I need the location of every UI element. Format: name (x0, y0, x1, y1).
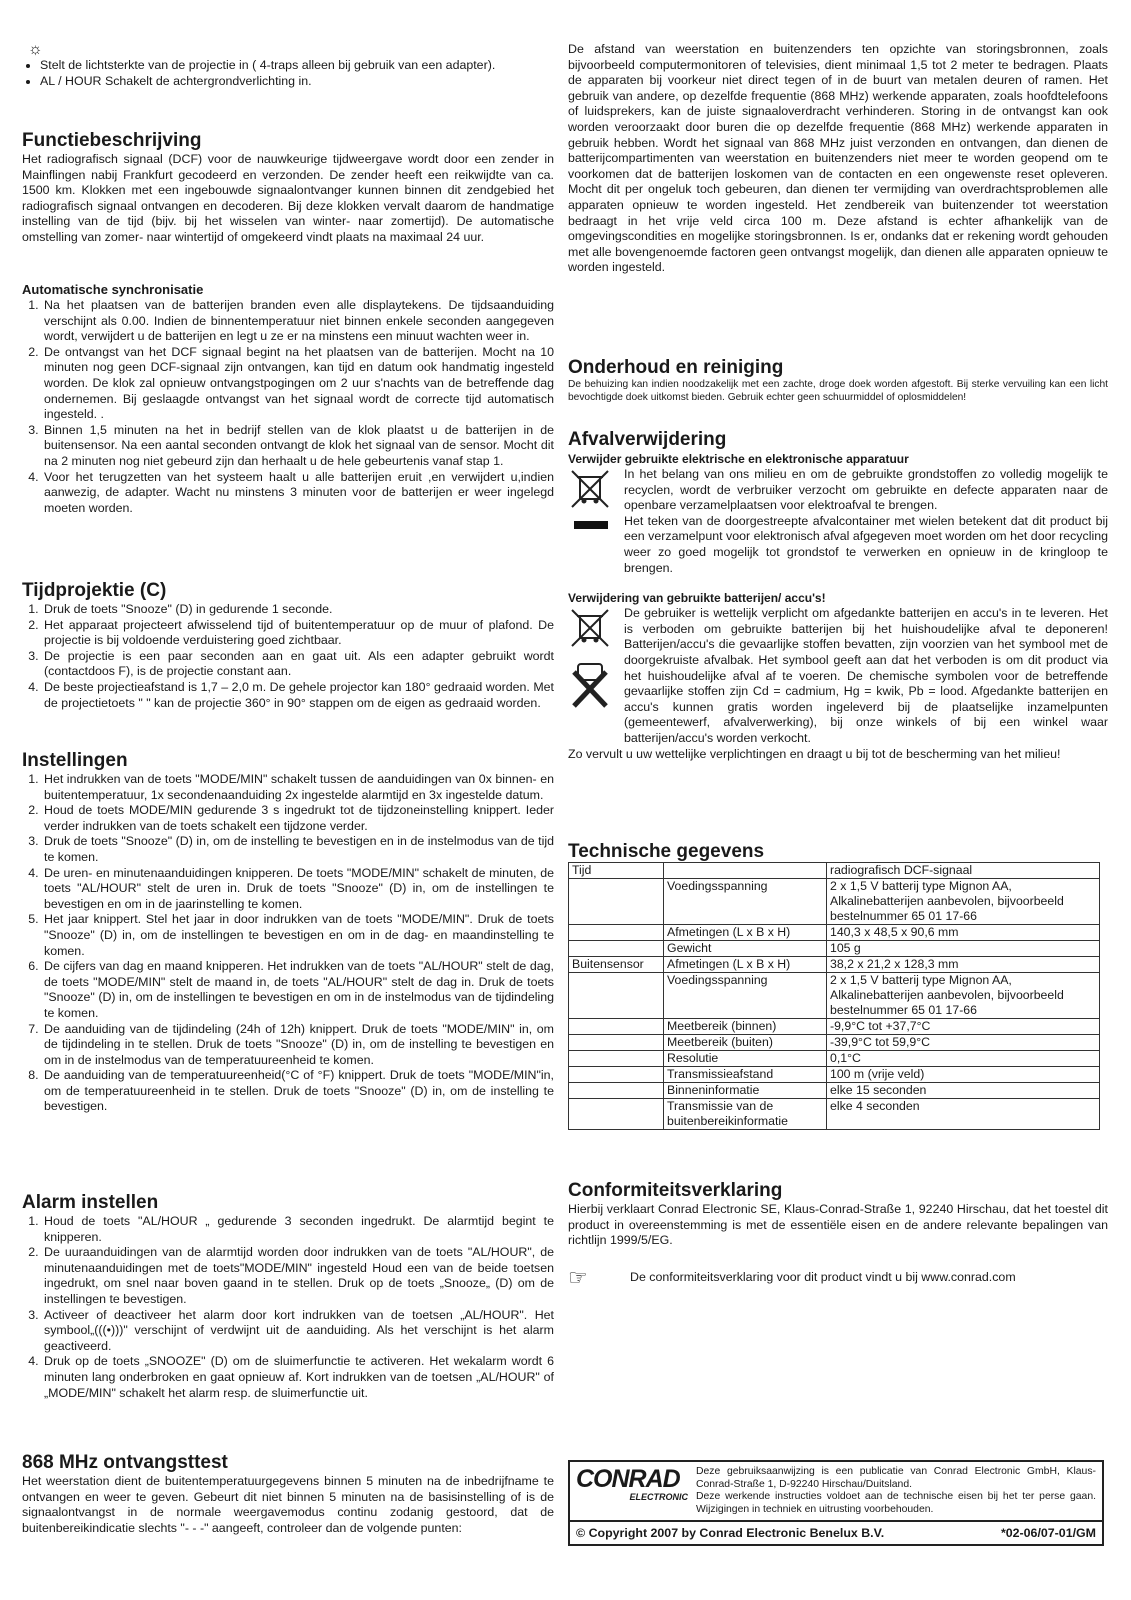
table-row (569, 1099, 1100, 1130)
table-cell: Transmissieafstand (664, 1067, 827, 1083)
table-row (569, 925, 1100, 941)
table-cell: 105 g (827, 941, 1100, 957)
list-item: 3. Druk de toets "Snooze" (D) in, om de instelling te bevestigen en in de instelmodus van de tijd te komen. (42, 834, 554, 865)
table-row (569, 973, 1100, 1019)
list-item: 2. De ontvangst van het DCF signaal begint na het plaatsen van de batterijen. Mocht na 10 minuten nog geen DCF-signaal zijn ontvangen, kan tijd en datum ook handmatig ingesteld worden. De klok zal opnieuw ontvangstpogingen om 2 uur s'nachts van de betreffende dag ondernemen. Bij geslaagde ontvangst van het signaal wordt de correcte tijd automatisch ingesteld. . (42, 345, 554, 423)
table-cell: 140,3 x 48,5 x 90,6 mm (827, 925, 1100, 941)
test868-section (22, 1452, 554, 1536)
list-item: 6. De cijfers van dag en maand knipperen. Het indrukken van de toets "AL/HOUR" stelt de dag, de toets "MODE/MIN" stelt de maand in, de toets "AL/HOUR" stelt de dag in. Druk de toets "Snooze" (D) in, om de instellingen te bevestigen en om in de instelmodus van de tijdindeling te komen. (42, 959, 554, 1021)
battery-block (568, 606, 1108, 746)
pointer-text: De conformiteitsverklaring voor dit product vindt u bij www.conrad.com (630, 1269, 1016, 1284)
afval-p3: De gebruiker is wettelijk verplicht om afgedankte batterijen en accu's in te leveren. Het is verboden om gebruikte batterijen bij het huishoudelijke afval te deponeren! Batterijen/accu's die gevaarlijke stoffen bevatten, zijn voorzien van het symbool met de doorgekruiste afvalbak. Het symbool geeft aan dat het verboden is om dit product via het huishoudelijke afval af te voeren. De chemische symbolen voor de betreffende gevaarlijke stoffen zijn Cd = cadmium, Hg = kwik, Pb = lood. Afgedankte batterijen en accu's kunnen gratis worden ingeleverd bij de plaatselijke inzamelpunten (gemeentewerf, afvalverwerking), bij onze winkels of bij een winkel waar batterijen/accu's worden verkocht. (624, 606, 1108, 745)
footer-top (570, 1462, 1102, 1522)
battery-text (624, 606, 1108, 746)
table-cell (569, 1067, 664, 1083)
table-cell (569, 973, 664, 1019)
instellingen-list (22, 772, 554, 1115)
section-title: 868 MHz ontvangsttest (22, 1452, 228, 1473)
alarm-list (22, 1214, 554, 1401)
logo-main: CONRAD (576, 1465, 680, 1493)
table-cell: 0,1°C (827, 1051, 1100, 1067)
table-cell: -9,9°C tot +37,7°C (827, 1019, 1100, 1035)
table-cell: 38,2 x 21,2 x 128,3 mm (827, 957, 1100, 973)
sync-section (22, 282, 554, 516)
conform-section (568, 1180, 1108, 1291)
footer-text (696, 1466, 1096, 1516)
table-cell: Resolutie (664, 1051, 827, 1067)
sync-list (22, 298, 554, 516)
table-cell: Afmetingen (L x B x H) (664, 925, 827, 941)
table-row (569, 941, 1100, 957)
footer-text2: Deze werkende instructies voldoet aan de technische eisen bij het ter perse gaan. Wijzigingen in techniek en uitrusting voorbehouden. (696, 1491, 1096, 1515)
footer-text1: Deze gebruiksaanwijzing is een publicatie van Conrad Electronic GmbH, Klaus-Conrad-Straße 1, D-92240 Hirschau/Duitsland. (696, 1466, 1096, 1490)
intro-bullets (22, 58, 554, 89)
conform-text: Hierbij verklaart Conrad Electronic SE, Klaus-Conrad-Straße 1, 92240 Hirschau, dat het toestel dit product in overeenstemming is met de essentiële eisen en de andere relevante bepalingen van richtlijn 1999/5/EG. (568, 1202, 1108, 1248)
interference-section (568, 42, 1108, 276)
table-cell (569, 1083, 664, 1099)
list-item: 4. De uren- en minutenaanduidingen knipperen. De toets "MODE/MIN" schakelt de minuten, de toets "AL/HOUR" stelt de uren in. Druk de toets "Snooze" (D) in, om de instellingen te bevestigen en om in de jaarinstelling te komen. (42, 866, 554, 913)
section-title: Onderhoud en reiniging (568, 357, 784, 378)
table-cell: 2 x 1,5 V batterij type Mignon AA, Alkalinebatterijen aanbevolen, bijvoorbeeld bestelnummer 65 01 17-66 (827, 973, 1100, 1019)
list-item: 1. Druk de toets "Snooze" (D) in gedurende 1 seconde. (42, 602, 554, 618)
subsection-title: Verwijder gebruikte elektrische en elektronische apparatuur (568, 452, 909, 466)
copyright: © Copyright 2007 by Conrad Electronic Benelux B.V. (576, 1526, 885, 1541)
table-cell (569, 1051, 664, 1067)
section-title: Functiebeschrijving (22, 130, 202, 151)
list-item: 2. Houd de toets MODE/MIN gedurende 3 s ingedrukt tot de tijdzoneinstelling knippert. Ieder verder indrukken van de toets schakelt een tijdzone verder. (42, 803, 554, 834)
table-cell: Voedingsspanning (664, 973, 827, 1019)
afval-section (568, 429, 1108, 762)
section-title: Afvalverwijdering (568, 429, 727, 450)
intro-bullet: • Stelt de lichtsterkte van de projectie in ( 4-traps alleen bij gebruik van een adapter). (40, 58, 554, 74)
table-cell: -39,9°C tot 59,9°C (827, 1035, 1100, 1051)
instellingen-section (22, 750, 554, 1115)
afval-p2: Het teken van de doorgestreepte afvalcontainer met wielen betekent dat dit product bij een verzamelpunt voor elektronisch afval afgegeven moet worden om het door recycling weer zo goed mogelijk tot grondstof te verwerken en opnieuw in de kringloop te brengen. (624, 513, 1108, 575)
list-item: 7. De aanduiding van de tijdindeling (24h of 12h) knippert. Druk de toets "MODE/MIN" in, om de tijdindeling in te stellen. Druk de toets "Snooze" (D) in, om de instelling te bevestigen en om in de instelmodus van de temperatuureenheid te komen. (42, 1022, 554, 1069)
table-row (569, 957, 1100, 973)
list-item: 1. Na het plaatsen van de batterijen branden even alle displaytekens. De tijdsaanduiding verschijnt als 0.00. Indien de binnentemperatuur niet binnen enkele seconden aangegeven wordt, verwijdert u de batterijen en legt u ze er na minstens een minuut wachten weer in. (42, 298, 554, 345)
functie-text: Het radiografisch signaal (DCF) voor de nauwkeurige tijdweergave wordt door een zender in Mainflingen nabij Frankfurt gecodeerd en verzonden. De zender heeft een reikwijdte van ca. 1500 km. Klokken met een ingebouwde signaalontvanger kunnen binnen dit zendgebied het radiografisch signaal ontvangen en decoderen. Bij deze klokken vervalt daarom de handmatige instelling van de tijd (bijv. bij het wisselen van winter- naar zomertijd). De automatische omstelling van zomer- naar wintertijd of omgekeerd vindt plaats na maximaal 24 uur. (22, 152, 554, 244)
alarm-section (22, 1192, 554, 1401)
logo-sub: ELECTRONIC (629, 1492, 688, 1502)
table-cell: radiografisch DCF-signaal (827, 863, 1100, 879)
section-title: Technische gegevens (568, 841, 765, 862)
list-item: 4. Druk op de toets „SNOOZE" (D) om de sluimerfunctie te activeren. Het wekalarm wordt 6 minuten lang onderbroken en gaat opnieuw af. Kort indrukken van de toetsen „AL/HOUR" of „MODE/MIN" schakelt het alarm resp. de sluimerfunctie uit. (42, 1354, 554, 1401)
list-item: 3. Activeer of deactiveer het alarm door kort indrukken van de toetsen „AL/HOUR". Het symbool„(((•)))" verschijnt of verdwijnt uit de aanduiding. Als het verschijnt is het alarm geactiveerd. (42, 1308, 554, 1355)
table-row (569, 1019, 1100, 1035)
conrad-logo (576, 1466, 696, 1516)
table-cell: Binneninformatie (664, 1083, 827, 1099)
weee-text (624, 467, 1108, 576)
table-cell (569, 941, 664, 957)
table-cell: elke 15 seconden (827, 1083, 1100, 1099)
section-title: Alarm instellen (22, 1192, 159, 1213)
afval-p4: Zo vervult u uw wettelijke verplichtingen en draagt u bij tot de bescherming van het milieu! (568, 746, 1061, 761)
intro-section (22, 42, 554, 89)
list-item: 3. De projectie is een paar seconden aan en gaat uit. Als een adapter gebruikt wordt (contactdoos F), is de projectie constant aan. (42, 649, 554, 680)
afval-p1: In het belang van ons milieu en om de gebruikte grondstoffen zo volledig mogelijk te recyclen, wordt de verbruiker verzocht om gebruikte en defecte apparaten naar de openbare verzamelplaatsen voor elektroafval te brengen. (624, 467, 1108, 513)
list-item: 2. Het apparaat projecteert afwisselend tijd of buitentemperatuur op de muur of plafond. De projectie is bij voldoende verduistering goed zichtbaar. (42, 618, 554, 649)
list-item: 2. De uuraanduidingen van de alarmtijd worden door indrukken van de toets "AL/HOUR", de minutenaanduidingen met de toets"MODE/MIN" ingesteld Houd een van de beide toetsen ingedrukt, om snel naar boven gaand in te stellen. Druk op de toets „Snooze„ (D) om de instellingen te bevestigen. (42, 1245, 554, 1307)
table-cell (569, 1035, 664, 1051)
table-cell: Buitensensor (569, 957, 664, 973)
tijdprojectie-section (22, 580, 554, 711)
battery-icons (568, 606, 624, 721)
table-row (569, 863, 1100, 879)
table-row (569, 1051, 1100, 1067)
table-cell (569, 879, 664, 925)
table-row (569, 879, 1100, 925)
table-row (569, 1083, 1100, 1099)
pointing-hand-icon: ☞ (568, 1264, 588, 1290)
tech-table (568, 862, 1100, 1130)
weee-block (568, 467, 1108, 576)
subsection-title: Automatische synchronisatie (22, 282, 204, 297)
table-cell: Tijd (569, 863, 664, 879)
table-row (569, 1035, 1100, 1051)
table-cell: Afmetingen (L x B x H) (664, 957, 827, 973)
table-cell: Gewicht (664, 941, 827, 957)
tijdprojectie-list (22, 602, 554, 711)
list-item: 1. Houd de toets "AL/HOUR „ gedurende 3 seconden ingedrukt. De alarmtijd begint te knipperen. (42, 1214, 554, 1245)
table-cell: Meetbereik (binnen) (664, 1019, 827, 1035)
subsection-title: Verwijdering van gebruikte batterijen/ accu's! (568, 591, 826, 606)
footer-bottom (570, 1522, 1102, 1544)
list-item: 4. Voor het terugzetten van het systeem haalt u alle batterijen eruit ,en verwijdert u,indien aanwezig, de adapter. Wacht nu minstens 3 minuten voor de batterijen er weer ingelegd moeten worden. (42, 470, 554, 517)
table-cell: Transmissie van de buitenbereikinformatie (664, 1099, 827, 1130)
weee-icons (568, 467, 624, 552)
tech-section (568, 842, 1108, 1130)
list-item: 4. De beste projectieafstand is 1,7 – 2,0 m. De gehele projector kan 180° gedraaid worden. Met de projectietoets " " kan de projectie 360° in 90° stappen om de eigen as gedraaid worden. (42, 680, 554, 711)
list-item: 3. Binnen 1,5 minuten na het in bedrijf stellen van de klok plaatst u de batterijen in de buitensensor. Na een aantal seconden ontvangt de klok het signaal van de sensor. Mocht dit na 2 minuten nog niet gebeurd zijn dan herhaalt u de hele gebeurtenis vanaf stap 1. (42, 423, 554, 470)
table-cell (569, 1099, 664, 1130)
table-cell: 2 x 1,5 V batterij type Mignon AA, Alkalinebatterijen aanbevolen, bijvoorbeeld bestelnummer 65 01 17-66 (827, 879, 1100, 925)
list-item: 1. Het indrukken van de toets "MODE/MIN" schakelt tussen de aanduidingen van 0x binnen- en buitentemperatuur, 1x secondenaanduiding 2x ingestelde alarmtijd en 3x ingestelde datum. (42, 772, 554, 803)
table-cell: Meetbereik (buiten) (664, 1035, 827, 1051)
test868-text: Het weerstation dient de buitentemperatuurgegevens binnen 5 minuten na de inbedrijfname te ontvangen en weer te geven. Gebeurt dit niet binnen 5 minuten na de basisinstelling of is de signaalontvangst in de normale weergavemodus continu zodanig gestoord, dat de buitenbereikindicatie slechts "- - -" aangeeft, controleer dan de volgende punten: (22, 1474, 554, 1535)
table-cell (664, 863, 827, 879)
intro-bullet: • AL / HOUR Schakelt de achtergrondverlichting in. (40, 74, 554, 90)
table-cell: elke 4 seconden (827, 1099, 1100, 1130)
crossed-battery-bin-icon (568, 606, 616, 716)
table-cell: Voedingsspanning (664, 879, 827, 925)
table-cell: 100 m (vrije veld) (827, 1067, 1100, 1083)
onderhoud-text: De behuizing kan indien noodzakelijk met een zachte, droge doek worden afgestoft. Bij sterke vervuiling kan een licht bevochtigde doek uitkomst bieden. Gebruik echter geen schuurmiddel of oplosmiddelen! (568, 379, 1108, 403)
list-item: 8. De aanduiding van de temperatuureenheid(°C of °F) knippert. Druk de toets "MODE/MIN"in, om de temperatuureenheid in te stellen. Druk de toets "Snooze" (D) in, om de instelling te bevestigen. (42, 1068, 554, 1115)
sun-icon: ☼ (28, 41, 43, 58)
doc-code: *02-06/07-01/GM (1000, 1526, 1096, 1541)
footer-box (568, 1460, 1104, 1546)
table-row (569, 1067, 1100, 1083)
crossed-bin-icon (568, 467, 616, 547)
table-cell (569, 1019, 664, 1035)
interference-text: De afstand van weerstation en buitenzenders ten opzichte van storingsbronnen, zoals bijvoorbeeld computermonitoren of televisies, dient minimaal 1,5 tot 2 meter te bedragen. Plaats de apparaten bij voorkeur niet direct tegen of in de buurt van metalen deuren of ramen. Het gebruik van andere, op dezelfde frequentie (868 MHz) werkende apparaten, zoals hoofdtelefoons of luidsprekers, kan de juiste signaaloverdracht verhinderen. Storing in de ontvangst kan ook worden veroorzaakt door buren die op dezelfde frequentie (868 MHz) werkende apparaten in gebruik hebben. Wordt het signaal van 868 MHz juist verzonden en ontvangen, dan dienen de batterijcompartimenten van weerstation en buitenzenders niet meer te worden geopend om te voorkomen dat de batterijen loskomen van de contacten en een ongewenste reset opleveren. Mocht dit per ongeluk toch gebeuren, dan dienen ter vermijding van overdrachtsproblemen alle apparaten opnieuw te worden ingesteld. Het zendbereik van buitenzender tot weerstation bedraagt in het vrije veld circa 100 m. Deze afstand is echter afhankelijk van de omgevingscondities en mogelijke storingsbronnen. Is er, ondanks dat er rekening wordt gehouden met alle bovengenoemde factoren geen ontvangst mogelijk, dan dienen alle apparaten opnieuw te worden ingesteld. (568, 42, 1108, 275)
onderhoud-section (568, 357, 1108, 404)
section-title: Tijdprojektie (C) (22, 580, 167, 601)
functie-section (22, 130, 554, 246)
table-cell (569, 925, 664, 941)
section-title: Instellingen (22, 750, 128, 771)
section-title: Conformiteitsverklaring (568, 1180, 783, 1201)
pointer-row (568, 1265, 1108, 1291)
list-item: 5. Het jaar knippert. Stel het jaar in door indrukken van de toets "MODE/MIN". Druk de toets "Snooze" (D) in, om de instellingen te bevestigen en om in de dag- en maandinstelling te komen. (42, 912, 554, 959)
